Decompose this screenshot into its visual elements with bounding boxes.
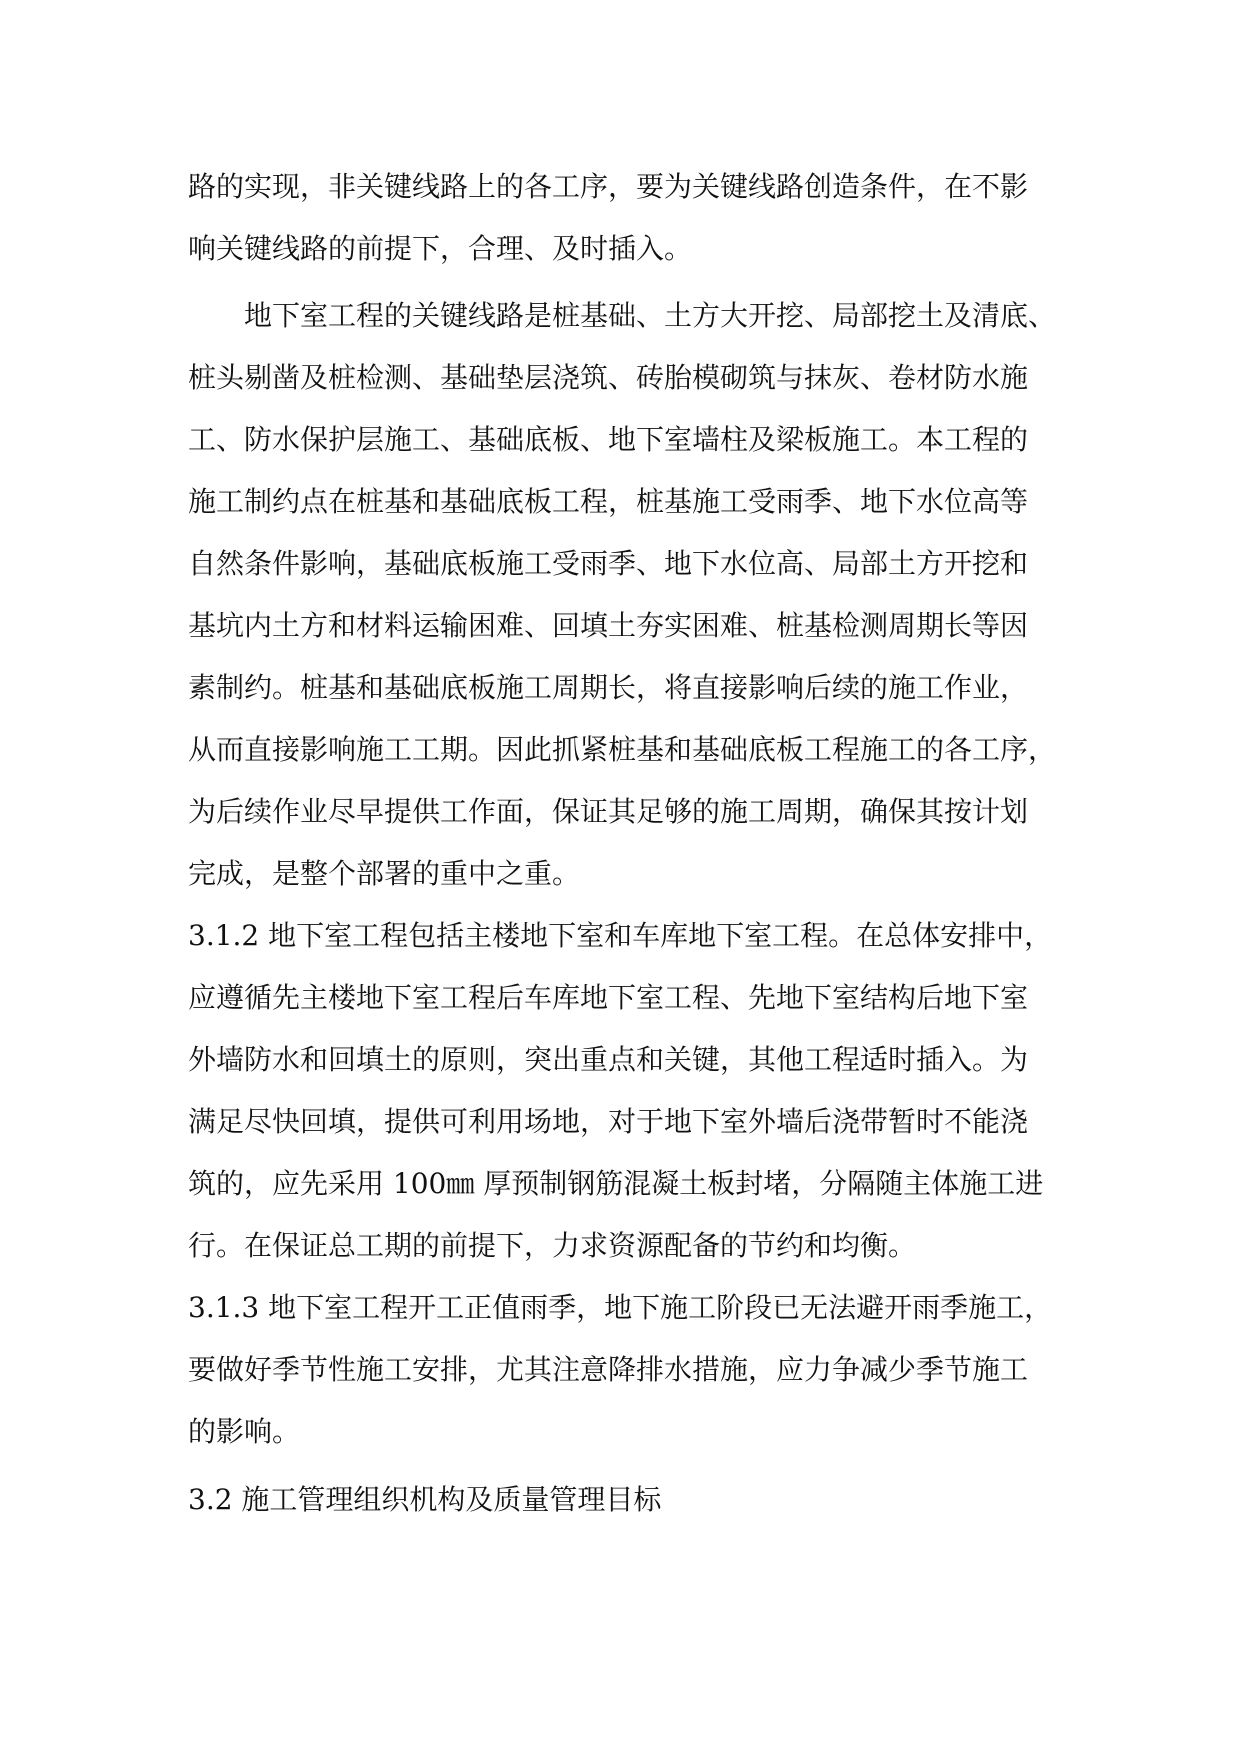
text-line: 要做好季节性施工安排，尤其注意降排水措施，应力争减少季节施工 [188, 1353, 1029, 1386]
section-3-1-3-first-line: 3.1.3 地下室工程开工正值雨季，地下施工阶段已无法避开雨季施工， [188, 1291, 1053, 1324]
text-line: 的影响。 [188, 1415, 301, 1448]
text-line: 自然条件影响，基础底板施工受雨季、地下水位高、局部土方开挖和 [188, 547, 1029, 580]
text-line: 为后续作业尽早提供工作面，保证其足够的施工周期，确保其按计划 [188, 795, 1029, 828]
text-line: 工、防水保护层施工、基础底板、地下室墙柱及梁板施工。本工程的 [188, 423, 1029, 456]
paragraph-first-line: 地下室工程的关键线路是桩基础、土方大开挖、局部挖土及清底、 [244, 299, 1057, 332]
text-line: 行。在保证总工期的前提下，力求资源配备的节约和均衡。 [188, 1229, 917, 1262]
text-line: 施工制约点在桩基和基础底板工程，桩基施工受雨季、地下水位高等 [188, 485, 1029, 518]
section-3-1-2-first-line: 3.1.2 地下室工程包括主楼地下室和车库地下室工程。在总体安排中， [188, 919, 1053, 952]
text-line: 筑的，应先采用 100㎜ 厚预制钢筋混凝土板封堵，分隔随主体施工进 [188, 1167, 1044, 1200]
text-line: 素制约。桩基和基础底板施工周期长，将直接影响后续的施工作业， [188, 671, 1029, 704]
document-body [188, 156, 1057, 1531]
text-line: 外墙防水和回填土的原则，突出重点和关键，其他工程适时插入。为 [188, 1043, 1029, 1076]
text-line: 应遵循先主楼地下室工程后车库地下室工程、先地下室结构后地下室 [188, 981, 1029, 1014]
text-line: 完成，是整个部署的重中之重。 [188, 857, 581, 890]
text-line: 路的实现，非关键线路上的各工序，要为关键线路创造条件，在不影 [188, 170, 1029, 203]
text-line: 桩头剔凿及桩检测、基础垫层浇筑、砖胎模砌筑与抹灰、卷材防水施 [188, 361, 1029, 394]
text-line: 基坑内土方和材料运输困难、回填土夯实困难、桩基检测周期长等因 [188, 609, 1029, 642]
text-line: 从而直接影响施工工期。因此抓紧桩基和基础底板工程施工的各工序， [188, 733, 1057, 766]
text-line: 响关键线路的前提下，合理、及时插入。 [188, 232, 693, 265]
text-line: 满足尽快回填，提供可利用场地，对于地下室外墙后浇带暂时不能浇 [188, 1105, 1029, 1138]
section-heading-3-2: 3.2 施工管理组织机构及质量管理目标 [188, 1483, 662, 1516]
